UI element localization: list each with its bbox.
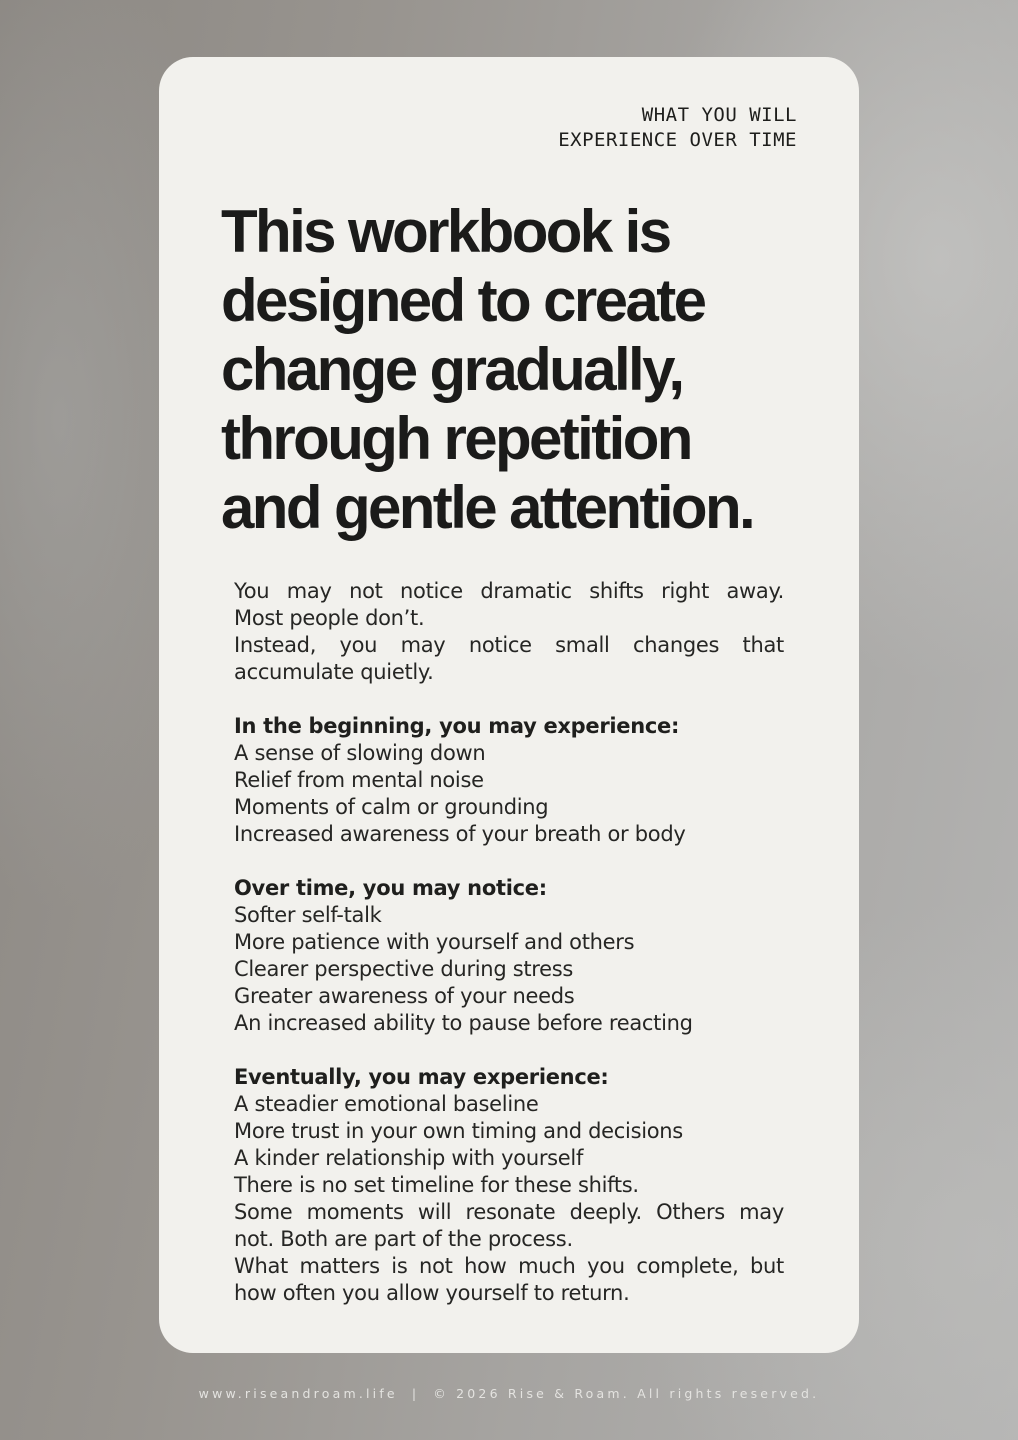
copyright-text: © 2026 Rise & Roam. All rights reserved. — [433, 1386, 820, 1401]
body-text — [234, 578, 784, 1307]
closing-line: how often you allow yourself to return. — [234, 1281, 630, 1305]
list-item: A sense of slowing down — [234, 741, 486, 765]
intro-paragraph — [234, 578, 784, 686]
content-card — [159, 57, 859, 1353]
list-item: Relief from mental noise — [234, 768, 484, 792]
intro-line: accumulate quietly. — [234, 660, 434, 684]
title-line: change gradually, — [221, 336, 683, 403]
list-item: More trust in your own timing and decisions — [234, 1119, 683, 1143]
page-footer — [0, 1386, 1018, 1401]
website-link[interactable]: www.riseandroam.life — [198, 1386, 398, 1401]
list-item: Increased awareness of your breath or body — [234, 822, 686, 846]
closing-line: What matters is not how much you complete, but — [234, 1254, 784, 1278]
list-item: More patience with yourself and others — [234, 930, 635, 954]
eventually-heading: Eventually, you may experience: — [234, 1065, 609, 1089]
closing-line: not. Both are part of the process. — [234, 1227, 573, 1251]
beginning-section — [234, 713, 784, 848]
page-title — [221, 197, 861, 542]
title-line: through repetition — [221, 405, 691, 472]
list-item: An increased ability to pause before reacting — [234, 1011, 693, 1035]
beginning-heading: In the beginning, you may experience: — [234, 714, 680, 738]
over-time-heading: Over time, you may notice: — [234, 876, 547, 900]
footer-separator: | — [411, 1386, 420, 1401]
eyebrow-line: EXPERIENCE OVER TIME — [558, 129, 797, 151]
eyebrow-line: WHAT YOU WILL — [641, 104, 797, 126]
intro-line: Most people don’t. — [234, 606, 425, 630]
eventually-section — [234, 1064, 784, 1307]
list-item: A steadier emotional baseline — [234, 1092, 539, 1116]
list-item: Clearer perspective during stress — [234, 957, 574, 981]
over-time-section — [234, 875, 784, 1037]
title-line: designed to create — [221, 267, 705, 334]
section-eyebrow — [558, 103, 797, 153]
list-item: A kinder relationship with yourself — [234, 1146, 584, 1170]
list-item: Greater awareness of your needs — [234, 984, 575, 1008]
title-line: and gentle attention. — [221, 474, 754, 541]
intro-line: You may not notice dramatic shifts right away. — [234, 579, 784, 603]
intro-line: Instead, you may notice small changes that — [234, 633, 784, 657]
list-item: There is no set timeline for these shifts. — [234, 1173, 639, 1197]
list-item: Softer self-talk — [234, 903, 382, 927]
list-item: Moments of calm or grounding — [234, 795, 549, 819]
title-line: This workbook is — [221, 198, 670, 265]
closing-line: Some moments will resonate deeply. Others may — [234, 1200, 784, 1224]
